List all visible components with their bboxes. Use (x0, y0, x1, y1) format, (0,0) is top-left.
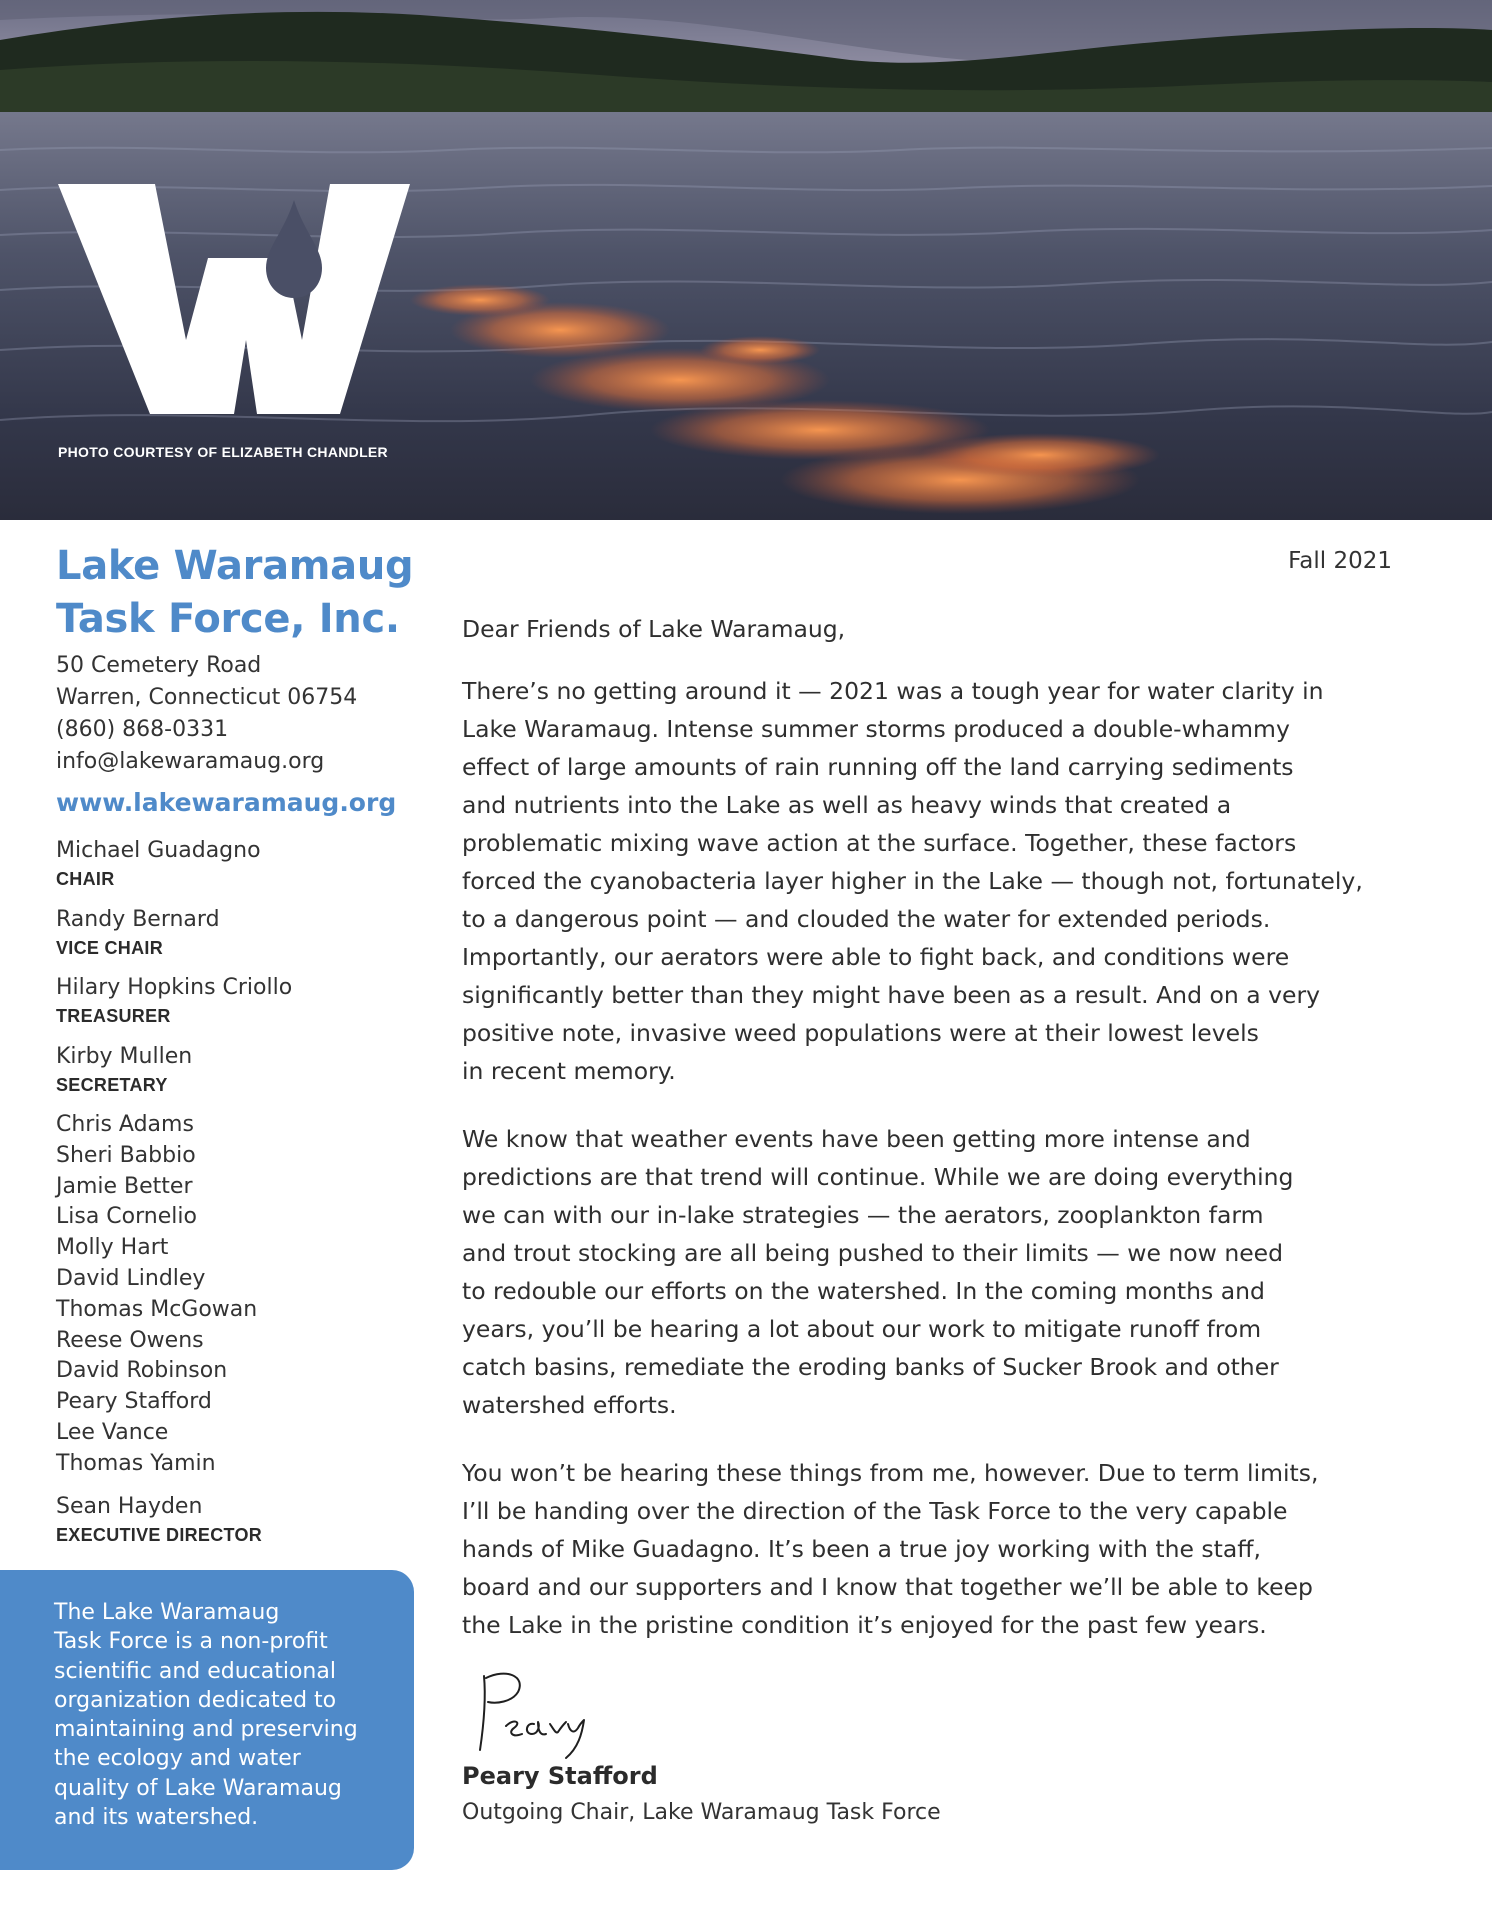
street-address: 50 Cemetery Road (56, 653, 262, 678)
board-member: Sheri Babbio (56, 1142, 196, 1168)
website-link[interactable]: www.lakewaramaug.org (56, 788, 397, 817)
mission-line: The Lake Waramaug (54, 1600, 280, 1625)
text-line: positive note, invasive weed populations were at their lowest levels (462, 1019, 1259, 1047)
mission-statement-box (0, 1570, 414, 1870)
text-line: There’s no getting around it — 2021 was a tough year for water clarity in (462, 677, 1324, 705)
text-line: and nutrients into the Lake as well as heavy winds that created a (462, 791, 1232, 819)
officer-name: Kirby Mullen (56, 1044, 193, 1069)
officer-title: CHAIR (56, 869, 115, 889)
paragraph-1 (462, 672, 1412, 1090)
mission-line: and its watershed. (54, 1805, 259, 1831)
officer-chair (56, 836, 416, 892)
text-line: effect of large amounts of rain running off the land carrying sediments (462, 753, 1294, 781)
executive-director (56, 1492, 416, 1548)
handwritten-signature (466, 1668, 606, 1760)
officer-name: Michael Guadagno (56, 838, 261, 863)
city-state-zip: Warren, Connecticut 06754 (56, 685, 358, 710)
officer-secretary (56, 1042, 416, 1098)
paragraph-2 (462, 1120, 1412, 1424)
board-member: Jamie Better (56, 1173, 193, 1199)
org-name-line: Task Force, Inc. (56, 596, 400, 642)
signer-title: Outgoing Chair, Lake Waramaug Task Force (462, 1800, 941, 1825)
text-line: to a dangerous point — and clouded the water for extended periods. (462, 905, 1271, 933)
org-name-line: Lake Waramaug (56, 543, 414, 589)
text-line: I’ll be handing over the direction of the Task Force to the very capable (462, 1497, 1288, 1525)
letter-body (462, 610, 1412, 1674)
board-member: Peary Stafford (56, 1389, 212, 1415)
officer-name: Hilary Hopkins Criollo (56, 975, 293, 1000)
text-line: watershed efforts. (462, 1391, 677, 1419)
paragraph-3 (462, 1454, 1412, 1644)
board-member: Thomas McGowan (56, 1296, 258, 1322)
text-line: we can with our in-lake strategies — the aerators, zooplankton farm (462, 1201, 1264, 1229)
board-member: Lee Vance (56, 1419, 169, 1445)
photo-credit: PHOTO COURTESY OF ELIZABETH CHANDLER (58, 444, 388, 460)
letter-date: Fall 2021 (1288, 548, 1392, 574)
email-link[interactable]: info@lakewaramaug.org (56, 749, 325, 774)
board-member: David Lindley (56, 1265, 206, 1291)
board-member: Lisa Cornelio (56, 1204, 197, 1230)
board-member: Thomas Yamin (56, 1450, 216, 1476)
mission-line: organization dedicated to (54, 1687, 337, 1713)
mission-line: quality of Lake Waramaug (54, 1775, 342, 1801)
mission-line: maintaining and preserving (54, 1717, 358, 1743)
officer-title: VICE CHAIR (56, 938, 164, 958)
officer-title: EXECUTIVE DIRECTOR (56, 1525, 263, 1545)
organization-name (56, 540, 436, 646)
text-line: predictions are that trend will continue. While we are doing everything (462, 1163, 1294, 1191)
text-line: Lake Waramaug. Intense summer storms produced a double-whammy (462, 715, 1290, 743)
text-line: problematic mixing wave action at the surface. Together, these factors (462, 829, 1297, 857)
text-line: forced the cyanobacteria layer higher in the Lake — though not, fortunately, (462, 867, 1363, 895)
signer-name: Peary Stafford (462, 1762, 658, 1790)
text-line: years, you’ll be hearing a lot about our work to mitigate runoff from (462, 1315, 1262, 1343)
board-member: Chris Adams (56, 1112, 194, 1137)
board-members-list (56, 1110, 257, 1480)
mission-line: scientific and educational (54, 1658, 336, 1684)
text-line: to redouble our efforts on the watershed. In the coming months and (462, 1277, 1265, 1305)
text-line: We know that weather events have been getting more intense and (462, 1125, 1251, 1153)
text-line: catch basins, remediate the eroding banks of Sucker Brook and other (462, 1353, 1279, 1381)
text-line: You won’t be hearing these things from me, however. Due to term limits, (462, 1459, 1319, 1487)
board-member: David Robinson (56, 1358, 228, 1384)
lake-sunset-photo (0, 0, 1492, 520)
text-line: hands of Mike Guadagno. It’s been a true joy working with the staff, (462, 1535, 1261, 1563)
officer-name: Sean Hayden (56, 1494, 203, 1519)
text-line: board and our supporters and I know that together we’ll be able to keep (462, 1573, 1313, 1601)
salutation: Dear Friends of Lake Waramaug, (462, 615, 846, 643)
officer-name: Randy Bernard (56, 907, 220, 932)
phone-number: (860) 868-0331 (56, 717, 229, 742)
text-line: in recent memory. (462, 1057, 676, 1085)
mission-line: Task Force is a non-profit (54, 1629, 328, 1655)
officer-title: SECRETARY (56, 1075, 168, 1095)
officer-title: TREASURER (56, 1006, 171, 1026)
officer-treasurer (56, 973, 416, 1029)
officer-vice-chair (56, 905, 416, 961)
text-line: Importantly, our aerators were able to fight back, and conditions were (462, 943, 1290, 971)
mission-line: the ecology and water (54, 1746, 301, 1772)
board-member: Reese Owens (56, 1327, 204, 1353)
header-photo (0, 0, 1492, 520)
text-line: significantly better than they might have been as a result. And on a very (462, 981, 1321, 1009)
contact-address (56, 650, 416, 778)
board-member: Molly Hart (56, 1235, 169, 1261)
text-line: and trout stocking are all being pushed to their limits — we now need (462, 1239, 1284, 1267)
text-line: the Lake in the pristine condition it’s enjoyed for the past few years. (462, 1611, 1267, 1639)
mission-statement (54, 1598, 394, 1832)
